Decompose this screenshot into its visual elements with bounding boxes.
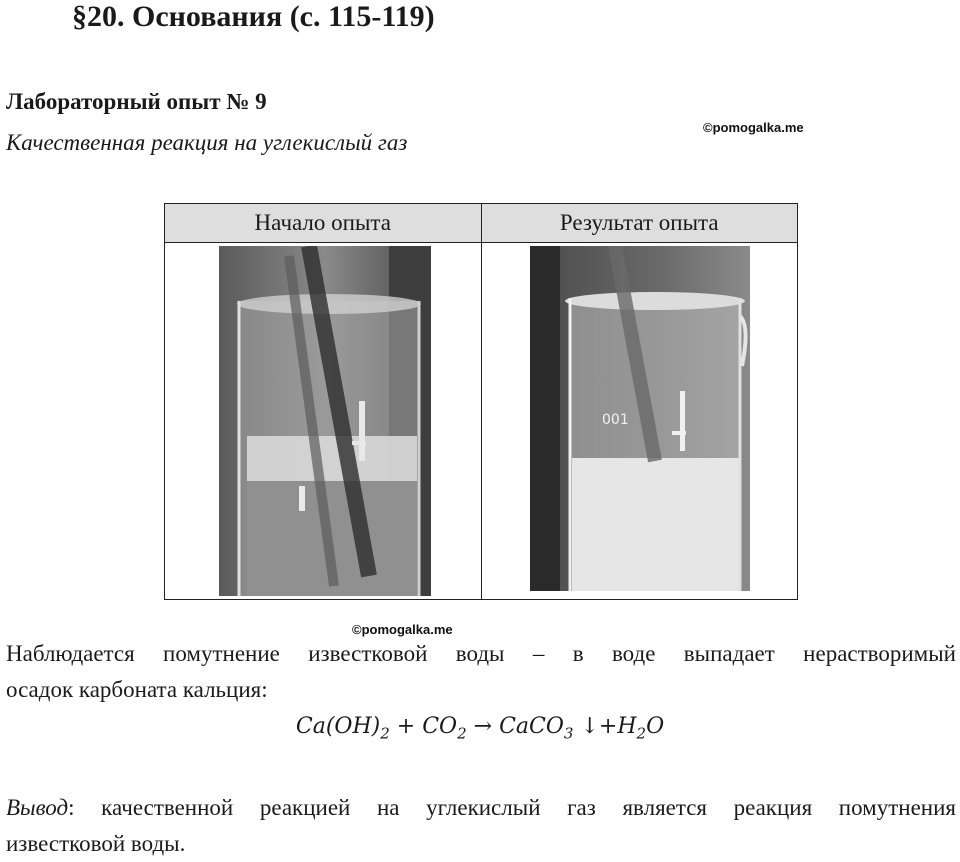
equation-product-2-index: 2 — [636, 724, 647, 743]
conclusion-label: Вывод — [6, 795, 69, 820]
chemical-equation — [0, 714, 960, 742]
conclusion-line-2: известковой воды. — [6, 831, 186, 856]
equation-product-2-tail: O — [646, 714, 665, 739]
equation-plus-1: + — [396, 714, 416, 739]
lab-experiment-title: Лабораторный опыт № 9 — [6, 89, 267, 114]
observation-paragraph — [6, 636, 956, 708]
beaker-clear-limewater-photo — [219, 246, 431, 596]
observation-line-2: осадок карбоната кальция: — [6, 677, 268, 702]
table-cell-result-photo — [481, 243, 798, 600]
equation-precipitate-arrow: ↓ — [580, 714, 599, 739]
equation-product-1: CaCO — [499, 714, 564, 739]
svg-text:001: 001 — [601, 412, 629, 428]
table-cell-start-photo — [165, 243, 482, 600]
conclusion-text: : качественной реакцией на углекислый газ является реакция помутнения — [68, 795, 956, 820]
experiment-table — [164, 203, 798, 600]
equation-product-2: H — [617, 714, 637, 739]
equation-product-1-index: 3 — [563, 724, 574, 743]
conclusion-line-1 — [6, 790, 956, 826]
table-header-start: Начало опыта — [165, 204, 482, 243]
watermark-bottom: ©pomogalka.me — [352, 622, 453, 637]
equation-reactant-1-index: 2 — [380, 724, 390, 743]
equation-plus-2: + — [598, 714, 618, 739]
observation-line-1: Наблюдается помутнение известковой воды – в воде выпадает нерастворимый — [6, 641, 956, 666]
equation-reactant-2: CO — [422, 714, 458, 739]
conclusion-paragraph — [6, 790, 956, 862]
lab-experiment-subtitle: Качественная реакция на углекислый газ — [6, 130, 408, 155]
page-title: §20. Основания (с. 115-119) — [72, 0, 435, 33]
equation-reactant-1: Ca(OH) — [295, 714, 381, 739]
beaker-turbid-limewater-photo — [530, 246, 750, 591]
equation-arrow: → — [473, 714, 493, 739]
table-header-result: Результат опыта — [481, 204, 798, 243]
equation-reactant-2-index: 2 — [457, 724, 467, 743]
watermark-top: ©pomogalka.me — [703, 120, 804, 135]
